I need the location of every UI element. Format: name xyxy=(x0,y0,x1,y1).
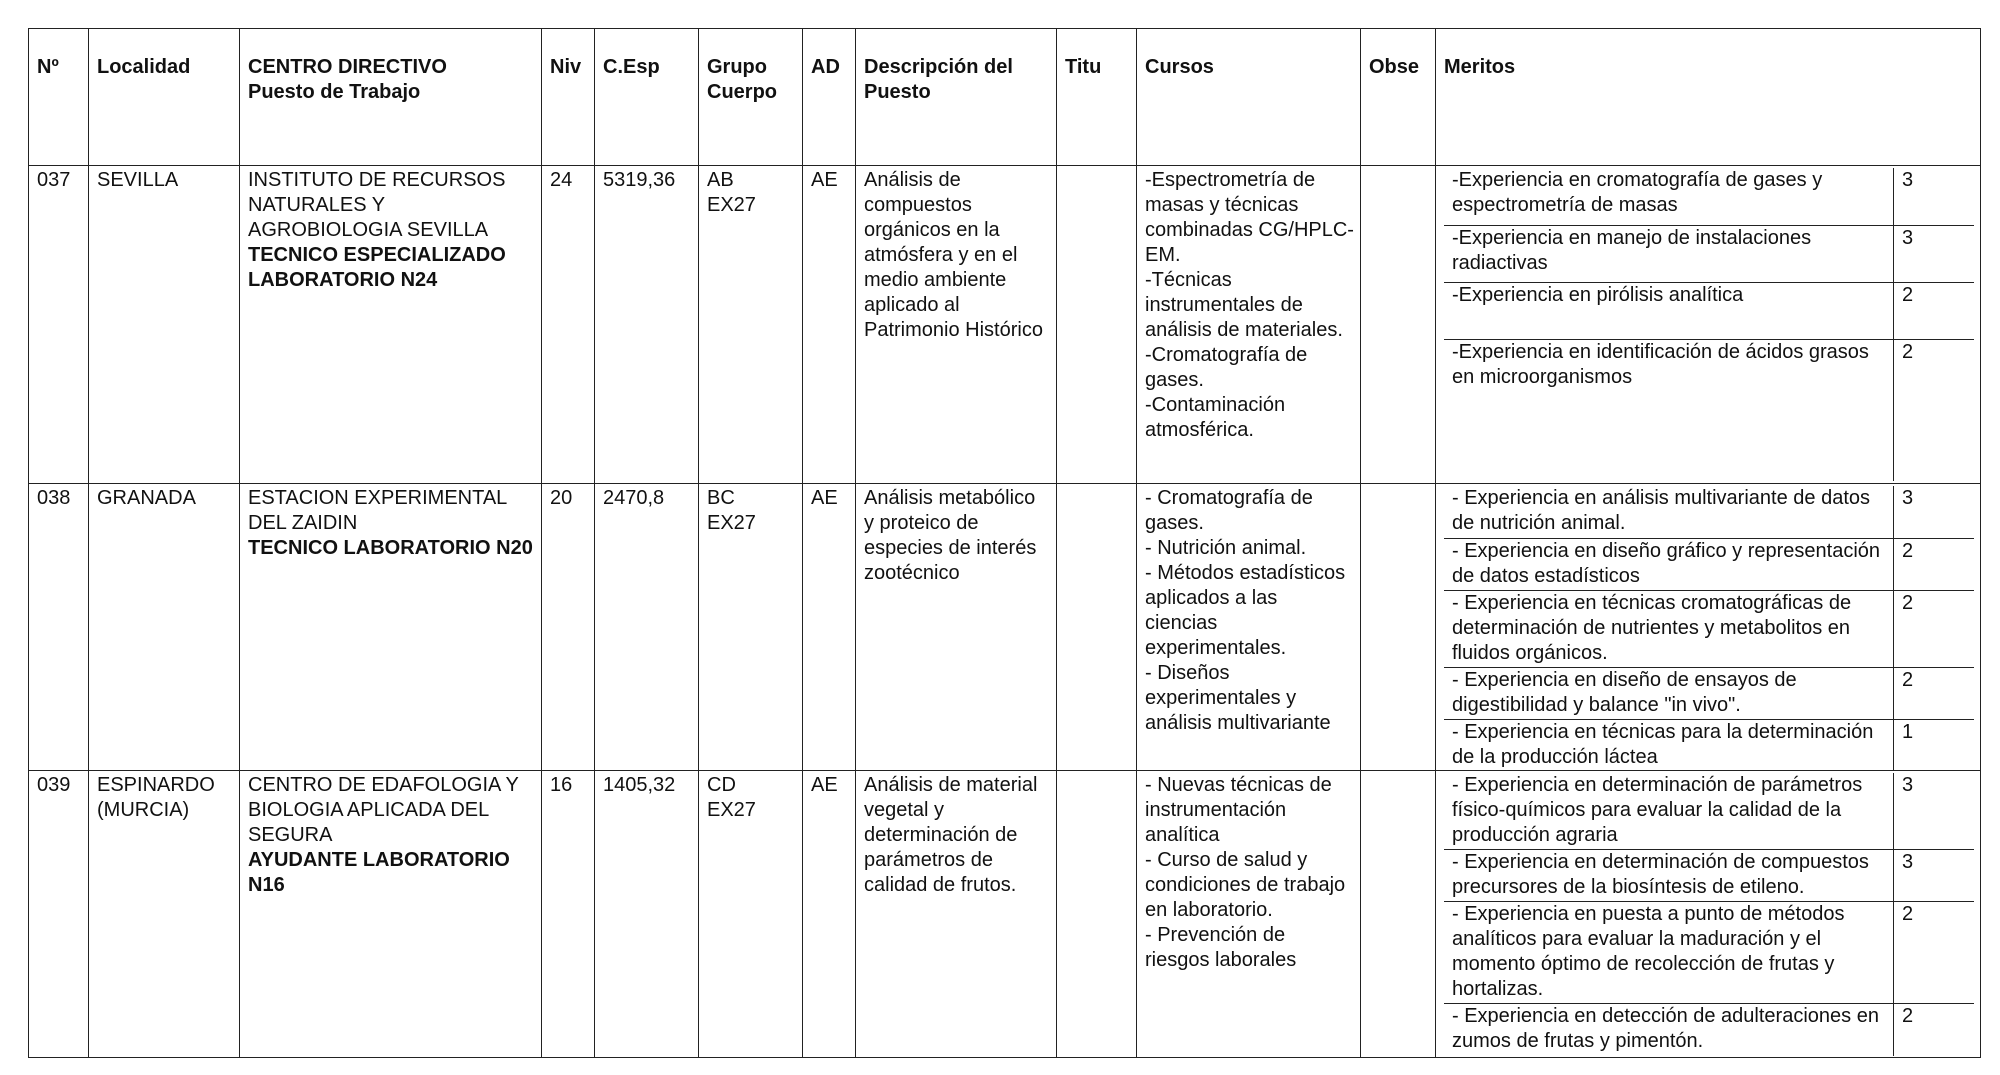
merito-points: 2 xyxy=(1894,538,1975,590)
header-obse: Obse xyxy=(1361,29,1436,166)
merito-row xyxy=(1444,1004,1974,1056)
grupo-value: BC xyxy=(707,487,735,509)
header-grupo xyxy=(699,29,803,166)
merito-row xyxy=(1444,590,1974,667)
cell-descripcion: Análisis de compuestos orgánicos en la atmósfera y en el medio ambiente aplicado al Patrimonio Histórico xyxy=(856,166,1057,484)
header-niv: Niv xyxy=(542,29,595,166)
merito-text: - Experiencia en análisis multivariante de datos de nutrición animal. xyxy=(1444,486,1894,538)
cell-num: 038 xyxy=(29,484,89,771)
cell-niv: 24 xyxy=(542,166,595,484)
merito-points: 3 xyxy=(1894,168,1975,225)
header-ad: AD xyxy=(803,29,856,166)
cuerpo-value: EX27 xyxy=(707,512,756,534)
table-row xyxy=(29,166,1981,484)
table-row xyxy=(29,484,1981,771)
header-centro-line2: Puesto de Trabajo xyxy=(248,81,421,103)
merito-text: - Experiencia en detección de adulteraciones en zumos de frutas y pimentón. xyxy=(1452,1005,1879,1052)
merito-text: - Experiencia en técnicas cromatográficas de determinación de nutrientes y metabolitos en fluidos orgánicos. xyxy=(1444,590,1894,667)
merito-row xyxy=(1444,486,1974,538)
cell-grupo xyxy=(699,770,803,1057)
cell-obse xyxy=(1361,166,1436,484)
cell-localidad: ESPINARDO (MURCIA) xyxy=(89,770,240,1057)
merito-row xyxy=(1444,168,1974,225)
cell-niv: 16 xyxy=(542,770,595,1057)
merito-row xyxy=(1444,902,1974,1004)
header-descripcion: Descripción del Puesto xyxy=(856,29,1057,166)
cell-cesp: 2470,8 xyxy=(595,484,699,771)
merito-row xyxy=(1444,282,1974,339)
merito-points: 2 xyxy=(1894,339,1975,481)
merito-text: - Experiencia en determinación de compuestos precursores de la biosíntesis de etileno. xyxy=(1444,850,1894,902)
merito-text: -Experiencia en cromatografía de gases y espectrometría de masas xyxy=(1444,168,1894,225)
merito-points: 2 xyxy=(1894,282,1975,339)
merito-row xyxy=(1444,339,1974,481)
puesto-name: AYUDANTE LABORATORIO N16 xyxy=(248,848,510,896)
cell-descripcion: Análisis de material vegetal y determinación de parámetros de calidad de frutos. xyxy=(856,770,1057,1057)
header-centro-line1: CENTRO DIRECTIVO xyxy=(248,56,447,78)
merito-points: 3 xyxy=(1894,486,1975,538)
puesto-name: TECNICO LABORATORIO N20 xyxy=(248,537,533,559)
merito-text: -Experiencia en manejo de instalaciones radiactivas xyxy=(1444,225,1894,282)
merito-text: -Experiencia en pirólisis analítica xyxy=(1444,282,1894,339)
header-row xyxy=(29,29,1981,166)
header-cesp: C.Esp xyxy=(595,29,699,166)
cell-niv: 20 xyxy=(542,484,595,771)
cell-meritos xyxy=(1436,770,1981,1057)
merito-text: - Experiencia en puesta a punto de métodos analíticos para evaluar la maduración y el momento óptimo de recolección de frutas y hortalizas. xyxy=(1444,902,1894,1004)
cell-ad: AE xyxy=(803,770,856,1057)
cell-centro xyxy=(240,484,542,771)
cell-titu xyxy=(1057,166,1137,484)
cell-meritos xyxy=(1436,166,1981,484)
puesto-name: TECNICO ESPECIALIZADO LABORATORIO N24 xyxy=(248,244,506,291)
merito-points: 3 xyxy=(1894,225,1975,282)
table-row xyxy=(29,770,1981,1057)
cell-num: 039 xyxy=(29,770,89,1057)
cell-titu xyxy=(1057,770,1137,1057)
cell-cesp: 1405,32 xyxy=(595,770,699,1057)
meritos-table xyxy=(1444,486,1974,770)
grupo-value: AB xyxy=(707,169,734,191)
centro-name: CENTRO DE EDAFOLOGIA Y BIOLOGIA APLICADA DEL SEGURA xyxy=(248,773,519,846)
merito-points: 3 xyxy=(1894,773,1975,850)
header-localidad: Localidad xyxy=(89,29,240,166)
merito-points: 3 xyxy=(1894,850,1975,902)
centro-name: ESTACION EXPERIMENTAL DEL ZAIDIN xyxy=(248,487,507,534)
cell-centro xyxy=(240,166,542,484)
cell-localidad: SEVILLA xyxy=(89,166,240,484)
header-centro xyxy=(240,29,542,166)
header-titu: Titu xyxy=(1057,29,1137,166)
cell-cursos: - Nuevas técnicas de instrumentación analítica - Curso de salud y condiciones de trabajo en laboratorio. - Prevención de riesgos laborales xyxy=(1137,770,1361,1057)
cell-obse xyxy=(1361,770,1436,1057)
cuerpo-value: EX27 xyxy=(707,798,756,821)
cell-centro xyxy=(240,770,542,1057)
cell-meritos xyxy=(1436,484,1981,771)
centro-name: INSTITUTO DE RECURSOS NATURALES Y AGROBIOLOGIA SEVILLA xyxy=(248,169,506,241)
merito-points: 2 xyxy=(1894,902,1975,1004)
header-grupo-line1: Grupo xyxy=(707,56,767,78)
header-grupo-line2: Cuerpo xyxy=(707,81,777,103)
meritos-table xyxy=(1444,773,1974,1056)
cell-obse xyxy=(1361,484,1436,771)
merito-row xyxy=(1444,719,1974,770)
cell-localidad: GRANADA xyxy=(89,484,240,771)
cuerpo-value: EX27 xyxy=(707,194,756,216)
cell-grupo xyxy=(699,484,803,771)
meritos-table xyxy=(1444,168,1974,481)
merito-points: 2 xyxy=(1894,590,1975,667)
header-meritos: Meritos xyxy=(1436,29,1981,166)
merito-row xyxy=(1444,667,1974,719)
plazas-table xyxy=(28,28,1981,1058)
cell-cursos: -Espectrometría de masas y técnicas combinadas CG/HPLC-EM. -Técnicas instrumentales de análisis de materiales. -Cromatografía de gases. -Contaminación atmosférica. xyxy=(1137,166,1361,484)
merito-row xyxy=(1444,225,1974,282)
merito-text: - Experiencia en técnicas para la determinación de la producción láctea xyxy=(1452,720,1874,768)
merito-points: 2 xyxy=(1894,1004,1975,1056)
cell-grupo xyxy=(699,166,803,484)
header-cursos: Cursos xyxy=(1137,29,1361,166)
cell-num: 037 xyxy=(29,166,89,484)
merito-text: - Experiencia en determinación de parámetros físico-químicos para evaluar la calidad de la producción agraria xyxy=(1444,773,1894,850)
merito-row xyxy=(1444,850,1974,902)
cell-cursos: - Cromatografía de gases. - Nutrición animal. - Métodos estadísticos aplicados a las ciencias experimentales. - Diseños experimentales y análisis multivariante xyxy=(1137,484,1361,771)
cell-ad: AE xyxy=(803,484,856,771)
cell-cesp: 5319,36 xyxy=(595,166,699,484)
merito-text: - Experiencia en diseño de ensayos de digestibilidad y balance "in vivo". xyxy=(1444,667,1894,719)
cell-descripcion: Análisis metabólico y proteico de especies de interés zootécnico xyxy=(856,484,1057,771)
merito-row xyxy=(1444,538,1974,590)
merito-row xyxy=(1444,773,1974,850)
cell-ad: AE xyxy=(803,166,856,484)
cell-titu xyxy=(1057,484,1137,771)
merito-text: -Experiencia en identificación de ácidos grasos en microorganismos xyxy=(1452,340,1869,388)
grupo-value: CD xyxy=(707,773,736,796)
merito-text: - Experiencia en diseño gráfico y representación de datos estadísticos xyxy=(1444,538,1894,590)
merito-points: 1 xyxy=(1894,719,1975,770)
merito-points: 2 xyxy=(1894,667,1975,719)
header-num: Nº xyxy=(29,29,89,166)
